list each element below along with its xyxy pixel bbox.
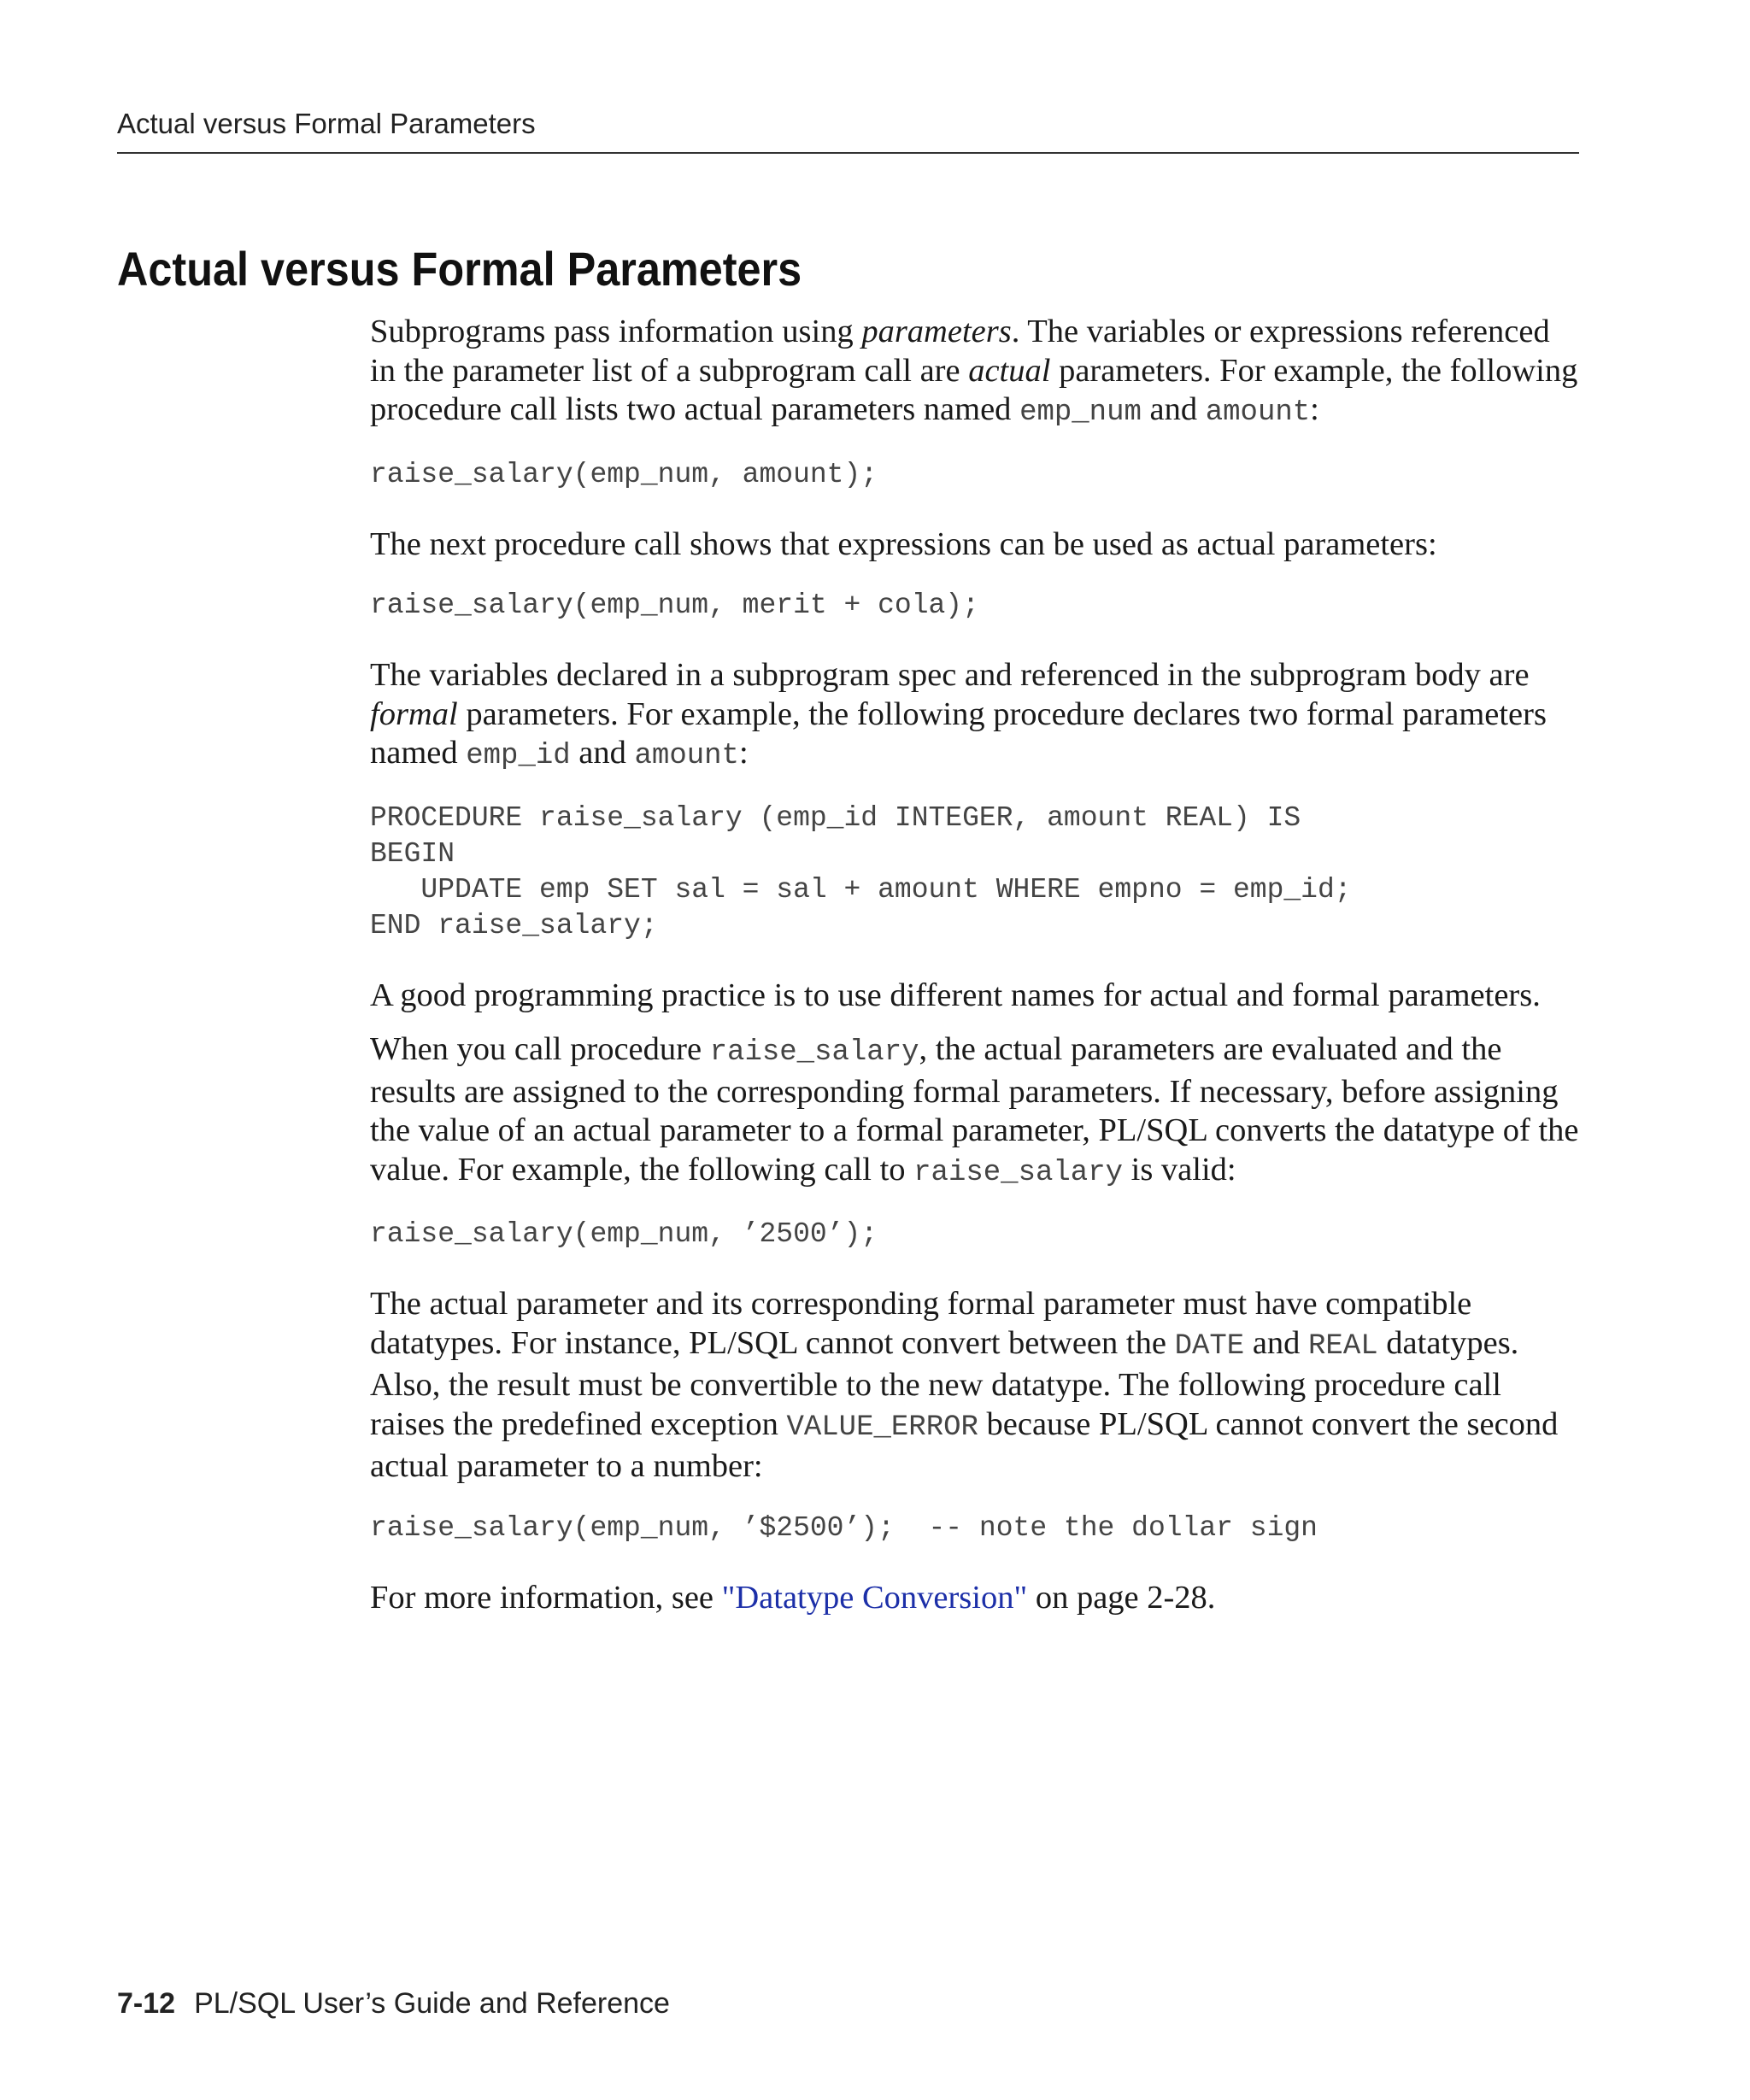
text-run: , the actual parameters are evaluated and the results are assigned to the corresponding formal parameters. If necessary, before assigning the value of an actual parameter to a formal parameter, PL/SQL converts the datatype of the value. For example, the following call to bbox=[370, 1031, 1579, 1188]
text-run: and bbox=[570, 735, 635, 771]
datatype-conversion-link[interactable]: "Datatype Conversion" bbox=[721, 1579, 1028, 1616]
inline-code: DATE bbox=[1174, 1329, 1245, 1363]
inline-code: emp_id bbox=[466, 740, 571, 772]
inline-code: REAL bbox=[1308, 1329, 1378, 1363]
paragraph-intro bbox=[370, 313, 1583, 433]
code-example-5: raise_salary(emp_num, ’$2500’); -- note the dollar sign bbox=[370, 1511, 1318, 1544]
text-run: datatypes. Also, the result must be convertible to the new datatype. The following procedure call raises the predefined exception bbox=[370, 1324, 1519, 1442]
code-example-1: raise_salary(emp_num, amount); bbox=[370, 458, 878, 490]
inline-code: amount bbox=[1205, 396, 1311, 429]
section-title: Actual versus Formal Parameters bbox=[117, 242, 802, 296]
paragraph-more-info bbox=[370, 1579, 1583, 1618]
text-run: parameters. For example, the following procedure call lists two actual parameters named bbox=[370, 352, 1578, 427]
page-number: 7-12 bbox=[117, 1987, 176, 2020]
body-content bbox=[370, 313, 1583, 1633]
paragraph-expressions: The next procedure call shows that expressions can be used as actual parameters: bbox=[370, 525, 1437, 562]
text-run: is valid: bbox=[1123, 1151, 1236, 1188]
text-run: The variables declared in a subprogram spec and referenced in the subprogram body are bbox=[370, 657, 1530, 693]
paragraph-compatible bbox=[370, 1285, 1583, 1487]
emphasis-parameters: parameters bbox=[861, 314, 1012, 349]
text-run: For more information, see bbox=[370, 1579, 722, 1616]
inline-code: amount bbox=[634, 740, 739, 772]
paragraph-good-practice: A good programming practice is to use different names for actual and formal parameters. bbox=[370, 977, 1541, 1013]
text-run: : bbox=[738, 735, 749, 771]
text-run: When you call procedure bbox=[370, 1031, 710, 1067]
text-run: parameters. For example, the following procedure declares two formal parameters named bbox=[370, 695, 1547, 771]
text-run: The actual parameter and its corresponding formal parameter must have compatible datatypes. For instance, PL/SQL cannot convert between the bbox=[370, 1286, 1472, 1361]
emphasis-formal: formal bbox=[370, 695, 458, 732]
inline-code: emp_num bbox=[1019, 396, 1142, 429]
paragraph-formal bbox=[370, 656, 1583, 777]
emphasis-actual: actual bbox=[968, 352, 1051, 389]
running-header: Actual versus Formal Parameters bbox=[117, 108, 1579, 154]
text-run: and bbox=[1141, 391, 1206, 427]
code-example-2: raise_salary(emp_num, merit + cola); bbox=[370, 590, 979, 621]
text-run: because PL/SQL cannot convert the second actual parameter to a number: bbox=[370, 1405, 1559, 1484]
book-title: PL/SQL User’s Guide and Reference bbox=[194, 1987, 670, 2020]
text-run: . The variables or expressions referenced in the parameter list of a subprogram call are bbox=[370, 314, 1550, 389]
text-run: Subprograms pass information using bbox=[370, 314, 862, 349]
inline-code: raise_salary bbox=[709, 1036, 919, 1069]
code-example-4: raise_salary(emp_num, ’2500’); bbox=[370, 1218, 878, 1250]
page-footer bbox=[117, 1987, 670, 2021]
inline-code: raise_salary bbox=[913, 1156, 1123, 1189]
paragraph-conversion bbox=[370, 1030, 1583, 1193]
text-run: : bbox=[1310, 391, 1319, 427]
text-run: and bbox=[1244, 1324, 1309, 1361]
code-example-3: PROCEDURE raise_salary (emp_id INTEGER, amount REAL) IS BEGIN UPDATE emp SET sal = sal + amount WHERE empno = emp_id; END raise_salary; bbox=[370, 801, 1352, 941]
text-run: on page 2-28. bbox=[1027, 1579, 1216, 1616]
inline-code: VALUE_ERROR bbox=[786, 1411, 978, 1444]
